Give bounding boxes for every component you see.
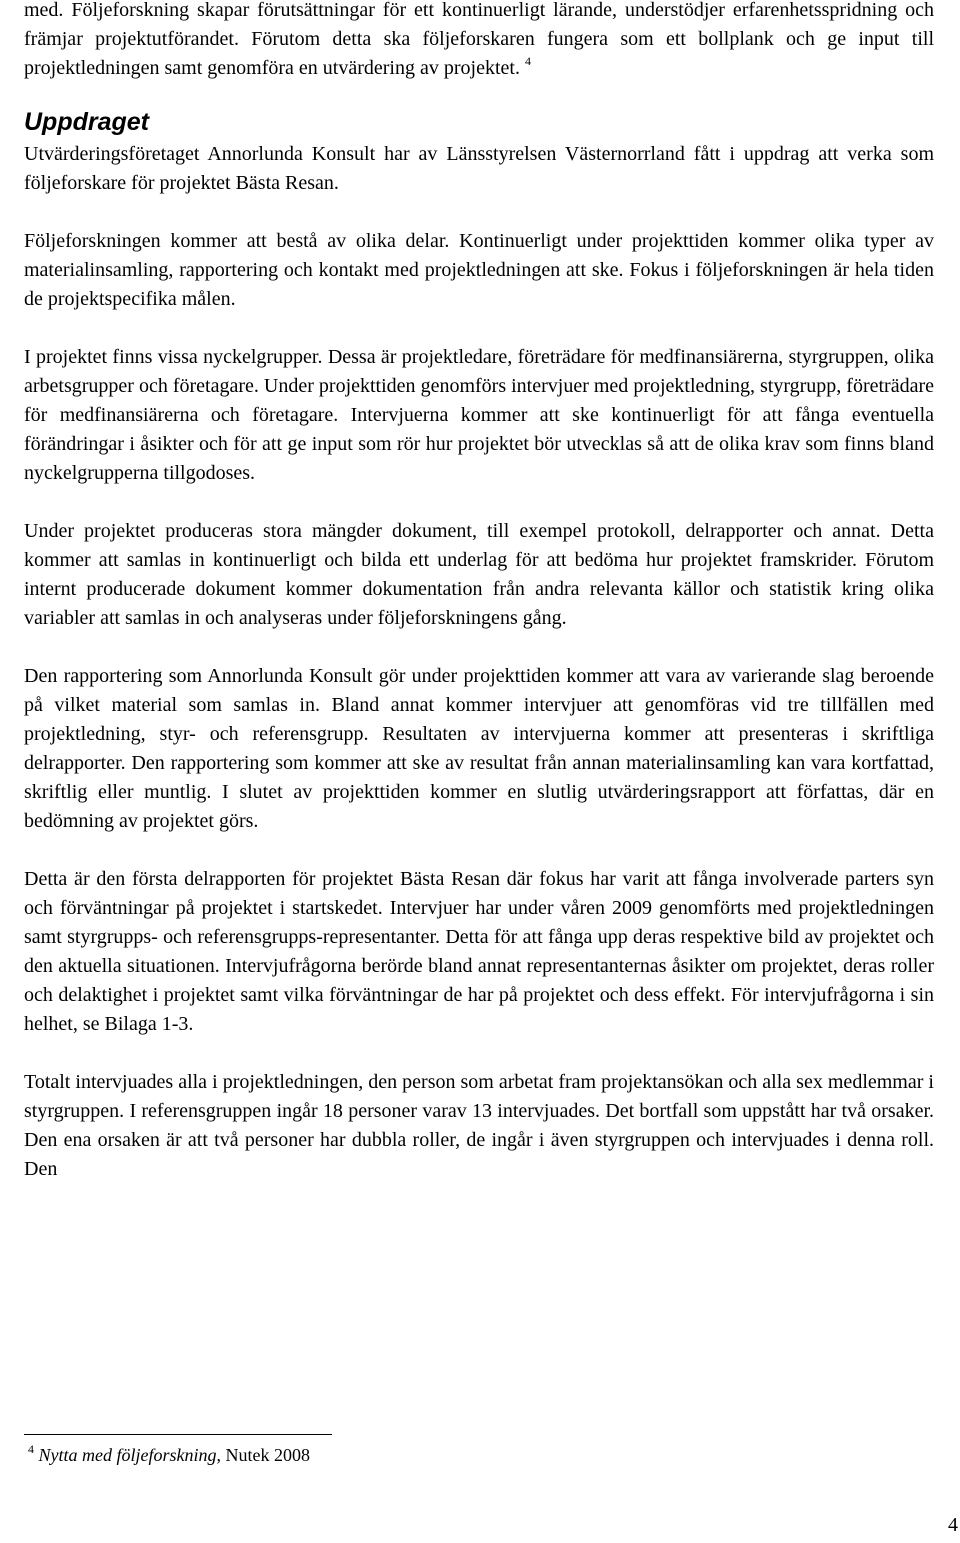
footnote-title: Nytta med följeforskning xyxy=(38,1445,217,1465)
paragraph-key-groups: I projektet finns vissa nyckelgrupper. Dessa är projektledare, företrädare för medfinansiärerna, styrgruppen, olika arbetsgrupper och företagare. Under projekttiden genomförs intervjuer med projektledning, styrgrupp, företrädare för medfinansiärerna och företagare. Intervjuerna kommer att ske kontinuerligt för att fånga eventuella förändringar i åsikter och för att ge input som rör hur projektet bör utvecklas så att de olika krav som finns bland nyckelgrupperna tillgodoses. xyxy=(24,346,934,484)
paragraph-parts: Följeforskningen kommer att bestå av olika delar. Kontinuerligt under projekttiden kommer olika typer av materialinsamling, rapportering och kontakt med projektledningen att ske. Fokus i följeforskningen är hela tiden de projektspecifika målen. xyxy=(24,230,934,310)
footnote-divider xyxy=(24,1434,332,1435)
section-heading: Uppdraget xyxy=(24,108,149,136)
footnote-reference: 4 xyxy=(524,54,531,68)
footnote-source: , Nutek 2008 xyxy=(216,1445,310,1465)
paragraph-documents: Under projektet produceras stora mängder dokument, till exempel protokoll, delrapporter och annat. Detta kommer att samlas in kontinuerligt och bilda ett underlag för att bedöma hur projektet framskrider. Förutom internt producerade dokument kommer dokumentation från andra relevanta källor och statistik kring olika variabler att samlas in och analyseras under följeforskningens gång. xyxy=(24,520,934,629)
footnote-number: 4 xyxy=(28,1442,34,1456)
page-number: 4 xyxy=(948,1514,958,1536)
paragraph-interviews: Totalt intervjuades alla i projektledningen, den person som arbetat fram projektansökan och alla sex medlemmar i styrgruppen. I referensgruppen ingår 18 personer varav 13 intervjuades. Det bortfall som uppstått har två orsaker. Den ena orsaken är att två personer har dubbla roller, de ingår i även styrgruppen och intervjuades i denna roll. Den xyxy=(24,1071,934,1180)
paragraph-intro xyxy=(24,0,934,83)
paragraph-assignment: Utvärderingsföretaget Annorlunda Konsult har av Länsstyrelsen Västernorrland fått i uppdrag att verka som följeforskare för projektet Bästa Resan. xyxy=(24,143,934,194)
footnote xyxy=(28,1442,310,1468)
paragraph-intro-text: med. Följeforskning skapar förutsättningar för ett kontinuerligt lärande, understödjer erfarenhetsspridning och främjar projektutförandet. Förutom detta ska följeforskaren fungera som ett bollplank och ge input till projektledningen samt genomföra en utvärdering av projektet. xyxy=(24,0,934,79)
paragraph-first-report: Detta är den första delrapporten för projektet Bästa Resan där fokus har varit att fånga involverade parters syn och förväntningar på projektet i startskedet. Intervjuer har under våren 2009 genomförts med projektledningen samt styrgrupps- och referensgrupps-representanter. Detta för att fånga upp deras respektive bild av projektet och den aktuella situationen. Intervjufrågorna berörde bland annat representanternas åsikter om projektet, deras roller och delaktighet i projektet samt vilka förväntningar de har på projektet och dess effekt. För intervjufrågorna i sin helhet, se Bilaga 1-3. xyxy=(24,868,934,1035)
paragraph-reporting: Den rapportering som Annorlunda Konsult gör under projekttiden kommer att vara av varierande slag beroende på vilket material som samlas in. Bland annat kommer intervjuer att genomföras vid tre tillfällen med projektledning, styr- och referensgrupp. Resultaten av intervjuerna kommer att presenteras i skriftliga delrapporter. Den rapportering som kommer att ske av resultat från annan materialinsamling kan vara kortfattad, skriftlig eller muntlig. I slutet av projekttiden kommer en slutlig utvärderingsrapport att författas, där en bedömning av projektet görs. xyxy=(24,665,934,832)
document-page xyxy=(24,0,934,1465)
